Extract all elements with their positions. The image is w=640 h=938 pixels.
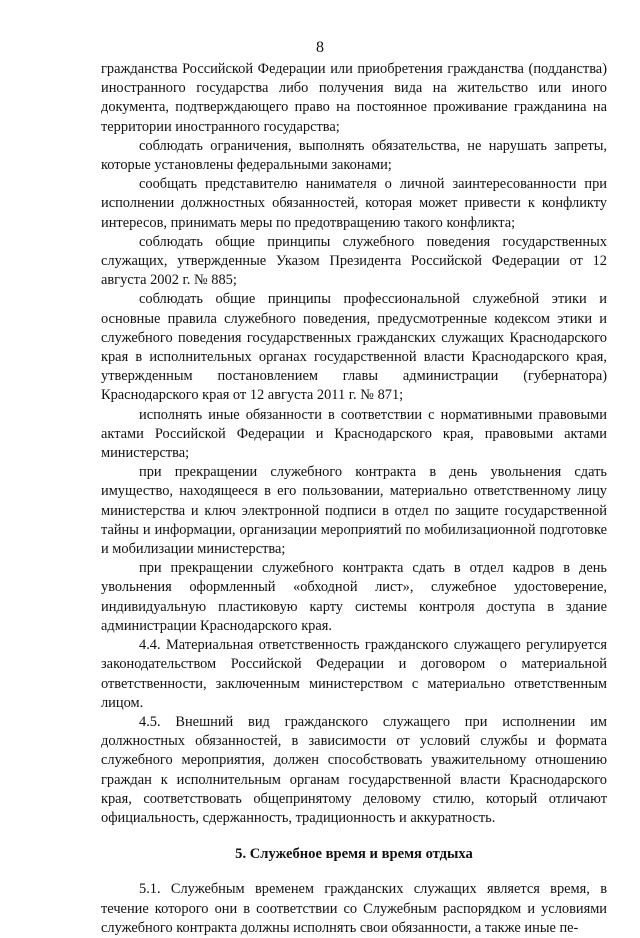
paragraph-conflict-of-interest: сообщать представителю нанимателя о личной заинтересованности при исполнении должностных обязанностей, которая может привести к конфликту интересов, принимать меры по предотвращению такого конфликта; — [101, 176, 607, 231]
paragraph-4-5: 4.5. Внешний вид гражданского служащего при исполнении им должностных обязанностей, в зависимости от условий службы и формата служебного мероприятия, должен способствовать уважительному отношению граждан к исполнительным органам государственной власти Краснодарского края, соответствовать общепринятому деловому стилю, который отличают официальность, сдержанность, традиционность и аккуратность. — [101, 713, 607, 826]
paragraph-5-1: 5.1. Служебным временем гражданских служащих является время, в течение которого они в соответствии со Служебным распорядком и условиями служебного контракта должны исполнять свои обязанности, а также иные пе- — [101, 881, 607, 936]
paragraph-restrictions: соблюдать ограничения, выполнять обязательства, не нарушать запреты, которые установлены федеральными законами; — [101, 137, 607, 174]
paragraph-continuation: гражданства Российской Федерации или приобретения гражданства (подданства) иностранного государства либо получения вида на жительство или иного документа, подтверждающего право на постоянное проживание гражданина на территории иностранного государства; — [101, 61, 607, 135]
paragraph-other-duties: исполнять иные обязанности в соответствии с нормативными правовыми актами Российской Федерации и Краснодарского края, правовыми актами министерства; — [101, 406, 607, 462]
document-body — [101, 60, 607, 938]
paragraph-conduct-principles: соблюдать общие принципы служебного поведения государственных служащих, утвержденные Указом Президента Российской Федерации от 12 августа 2002 г. № 885; — [101, 233, 607, 289]
paragraph-professional-ethics: соблюдать общие принципы профессиональной служебной этики и основные правила служебного поведения, предусмотренные кодексом этики и служебного поведения государственных гражданских служащих Краснодарского края в исполнительных органах государственной власти Краснодарского края, утвержденным постановлением главы администрации (губернатора) Краснодарского края от 12 августа 2011 г. № 871; — [101, 291, 607, 404]
paragraph-checkout-sheet: при прекращении служебного контракта сдать в отдел кадров в день увольнения оформленный «обходной лист», служебное удостоверение, индивидуальную пластиковую карту системы контроля доступа в здание администрации Краснодарского края. — [101, 560, 607, 634]
paragraph-4-4: 4.4. Материальная ответственность гражданского служащего регулируется законодательством Российской Федерации и договором о материальной ответственности, заключенным министерством с материально ответственным лицом. — [101, 637, 607, 711]
paragraph-property-return: при прекращении служебного контракта в день увольнения сдать имущество, находящееся в его пользовании, материально ответственному лицу министерства и ключ электронной подписи в отдел по защите государственной тайны и информации, организации мероприятий по мобилизационной подготовке и мобилизации министерства; — [101, 464, 607, 558]
page-number: 8 — [316, 39, 324, 56]
section-heading: 5. Служебное время и время отдыха — [235, 846, 473, 863]
